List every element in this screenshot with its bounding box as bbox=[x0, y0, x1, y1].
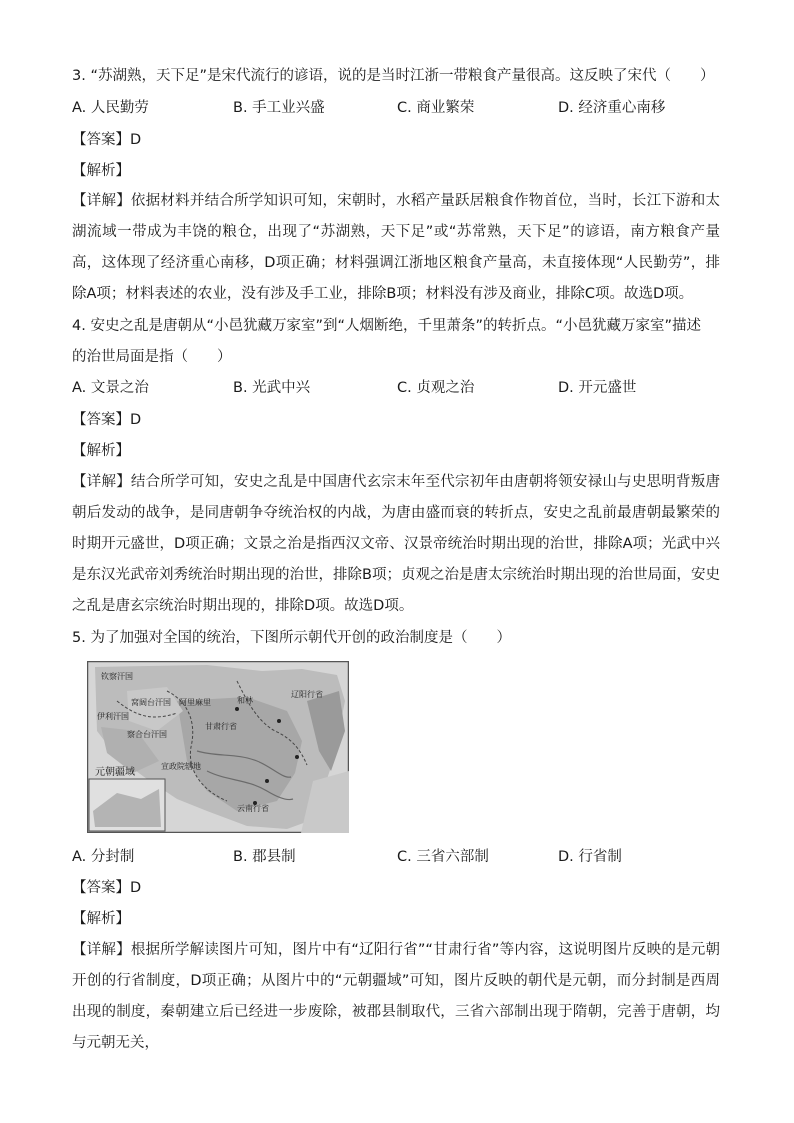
map-label: 辽阳行省 bbox=[291, 690, 323, 699]
yuan-dynasty-map bbox=[87, 661, 349, 833]
map-label: 察合台汗国 bbox=[127, 730, 167, 739]
question-3-options bbox=[72, 98, 732, 118]
answer-label: 【答案】D bbox=[72, 412, 142, 428]
detail-paragraph: 【详解】结合所学可知，安史之乱是中国唐代玄宗末年至代宗初年由唐朝将领安禄山与史思明背叛唐朝后发动的战争，是同唐朝争夺统治权的内战，为唐由盛而衰的转折点，安史之乱前最唐朝最繁荣的时期开元盛世，D项正确；文景之治是指西汉文帝、汉景帝统治时期出现的治世，排除A项；光武中兴是东汉光武帝刘秀统治时期出现的治世，排除B项；贞观之治是唐太宗统治时期出现的治世局面，安史之乱是唐玄宗统治时期出现的，排除D项。故选D项。 bbox=[72, 474, 720, 614]
map-label: 云南行省 bbox=[237, 804, 269, 813]
option-a: A. 人民勤劳 bbox=[72, 100, 149, 116]
option-d: D. 经济重心南移 bbox=[558, 100, 666, 116]
map-label: 阿里麻里 bbox=[179, 698, 211, 707]
option-a: A. 分封制 bbox=[72, 849, 135, 865]
option-d: D. 开元盛世 bbox=[558, 380, 637, 396]
option-b: B. 手工业兴盛 bbox=[233, 100, 325, 116]
option-b: B. 光武中兴 bbox=[233, 380, 311, 396]
question-5-options bbox=[72, 847, 732, 867]
map-label: 窝阔台汗国 bbox=[131, 698, 171, 707]
map-label: 伊利汗国 bbox=[97, 712, 129, 721]
option-c: C. 商业繁荣 bbox=[397, 100, 475, 116]
detail-paragraph: 【详解】依据材料并结合所学知识可知，宋朝时，水稻产量跃居粮食作物首位，当时，长江下游和太湖流域一带成为丰饶的粮仓，出现了“苏湖熟，天下足”或“苏常熟，天下足”的谚语，南方粮食产量高，这体现了经济重心南移，D项正确；材料强调江浙地区粮食产量高，未直接体现“人民勤劳”，排除A项；材料表述的农业，没有涉及手工业，排除B项；材料没有涉及商业，排除C项。故选D项。 bbox=[72, 193, 720, 302]
map-inset-label: 元朝疆域 bbox=[95, 767, 135, 778]
analysis-label: 【解析】 bbox=[72, 163, 130, 179]
question-5-stem: 5. 为了加强对全国的统治，下图所示朝代开创的政治制度是（ ） bbox=[72, 630, 511, 646]
analysis-label: 【解析】 bbox=[72, 911, 130, 927]
question-4-stem-line2: 的治世局面是指（ ） bbox=[72, 349, 232, 365]
option-c: C. 贞观之治 bbox=[397, 380, 475, 396]
question-3-stem: 3. “苏湖熟，天下足”是宋代流行的谚语，说的是当时江浙一带粮食产量很高。这反映了宋代（ ） bbox=[72, 68, 715, 84]
option-b: B. 郡县制 bbox=[233, 849, 296, 865]
answer-label: 【答案】D bbox=[72, 880, 142, 896]
option-d: D. 行省制 bbox=[558, 849, 622, 865]
map-label: 和林 bbox=[237, 696, 253, 705]
option-c: C. 三省六部制 bbox=[397, 849, 489, 865]
map-label: 甘肃行省 bbox=[205, 722, 237, 731]
question-4-stem-line1: 4. 安史之乱是唐朝从“小邑犹藏万家室”到“人烟断绝，千里萧条”的转折点。“小邑犹藏万家室”描述 bbox=[72, 318, 702, 334]
answer-label: 【答案】D bbox=[72, 132, 142, 148]
map-label: 宣政院辖地 bbox=[161, 762, 201, 771]
question-4-options bbox=[72, 378, 732, 398]
option-a: A. 文景之治 bbox=[72, 380, 149, 396]
analysis-label: 【解析】 bbox=[72, 443, 130, 459]
detail-paragraph: 【详解】根据所学解读图片可知，图片中有“辽阳行省”“甘肃行省”等内容，这说明图片反映的是元朝开创的行省制度，D项正确；从图片中的“元朝疆域”可知，图片反映的朝代是元朝，而分封制是西周出现的制度，秦朝建立后已经进一步废除，被郡县制取代，三省六部制出现于隋朝，完善于唐朝，均与元朝无关， bbox=[72, 942, 720, 1051]
map-label: 钦察汗国 bbox=[101, 672, 133, 681]
